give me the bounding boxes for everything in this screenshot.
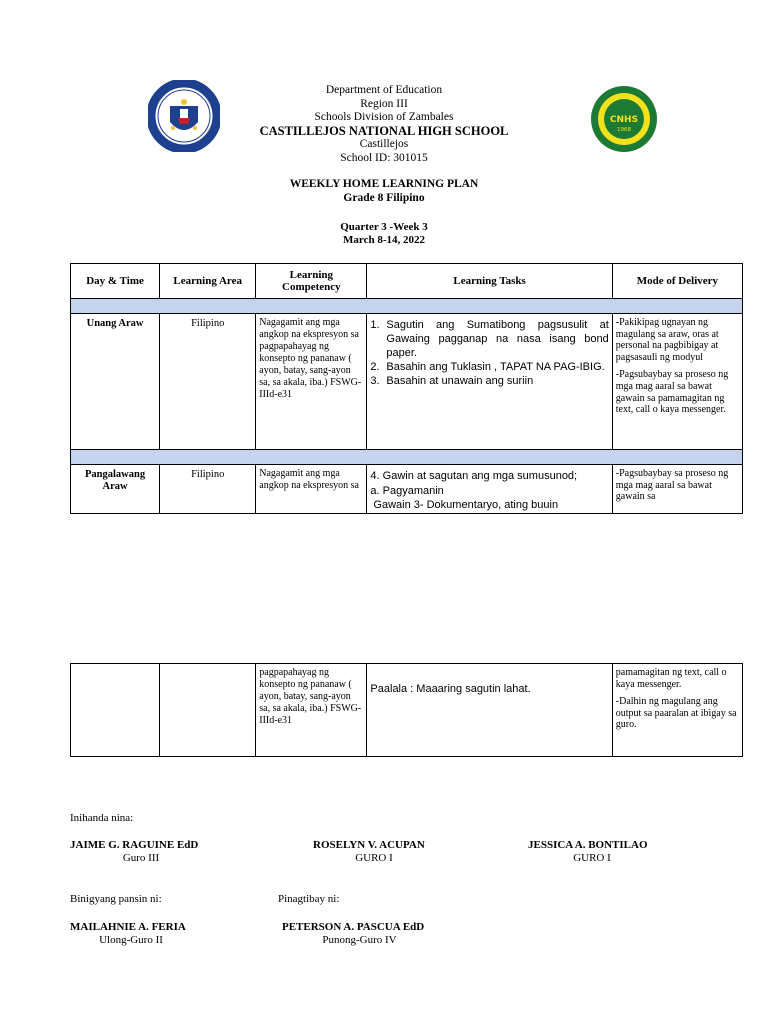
plan-title: WEEKLY HOME LEARNING PLAN — [289, 178, 479, 190]
signatory-block — [282, 921, 442, 947]
tasks-cell — [367, 465, 612, 514]
department-line: Department of Education — [325, 84, 443, 96]
signatory-name: ROSELYN V. ACUPAN — [313, 839, 425, 851]
plan-subtitle: Grade 8 Filipino — [343, 191, 425, 204]
competency-cell: Nagagamit ang mga angkop na ekspresyon sa pagpapahayag ng konsepto ng pananaw ( ayon, batay, sang-ayon sa, sa akala, iba.) FSWG-IIId-e31 — [256, 314, 367, 450]
task-item: 1. Sagutin ang Sumatibong pagsusulit at Gawaing pagganap na nasa isang bond paper. — [370, 319, 609, 359]
signatory-block — [528, 839, 663, 865]
band-row — [71, 299, 743, 314]
signatory-name: JESSICA A. BONTILAO — [528, 839, 648, 851]
signatory-name: JAIME G. RAGUINE EdD — [70, 839, 199, 851]
competency-cell: pagpapahayag ng konsepto ng pananaw ( ayon, batay, sang-ayon sa, sa akala, iba.) FSWG-IIId-e31 — [256, 664, 367, 757]
competency-cell: Nagagamit ang mga angkop na ekspresyon sa — [256, 465, 367, 514]
day-cell — [71, 664, 160, 757]
task-line: 4. Gawin at sagutan ang mga sumusunod; — [370, 470, 578, 482]
quarter-week: Quarter 3 -Week 3 — [340, 221, 428, 233]
signatory-position: Punong-Guro IV — [322, 934, 397, 946]
signatory-position: GURO I — [355, 852, 393, 864]
svg-text:CNHS: CNHS — [609, 115, 639, 125]
table-header-row — [71, 264, 743, 299]
approved-by-label: Pinagtibay ni: — [278, 893, 340, 905]
document-header — [0, 84, 768, 165]
division-line: Schools Division of Zambales — [314, 111, 454, 123]
signatory-block — [70, 921, 200, 947]
signatory-position: Guro III — [122, 852, 160, 864]
date-range: March 8-14, 2022 — [343, 234, 425, 246]
task-line: a. Pagyamanin — [370, 484, 444, 497]
quarter-block — [0, 221, 768, 247]
header-day-time: Day & Time — [71, 264, 160, 299]
mode-cell — [612, 664, 742, 757]
area-cell — [160, 664, 256, 757]
town-line: Castillejos — [359, 138, 409, 150]
noted-by-label: Binigyang pansin ni: — [70, 893, 162, 905]
svg-text:1968: 1968 — [617, 127, 631, 133]
school-id-line: School ID: 301015 — [340, 151, 428, 164]
task-line: Gawain 3- Dokumentaryo, ating buuin — [373, 499, 559, 511]
mode-item: -Pagsubaybay sa proseso ng mga mag aaral sa bawat gawain sa pamamagitan ng text, call o kaya messenger. — [615, 369, 729, 416]
day-cell: Unang Araw — [71, 314, 160, 450]
header-learning-area: Learning Area — [160, 264, 256, 299]
tasks-cell — [367, 314, 612, 450]
signatory-block — [313, 839, 443, 865]
header-learning-tasks: Learning Tasks — [367, 264, 612, 299]
region-line: Region III — [360, 97, 408, 110]
header-learning-competency: Learning Competency — [256, 264, 367, 299]
task-item: 2. Basahin ang Tuklasin , TAPAT NA PAG-IBIG. — [370, 361, 605, 373]
header-mode-of-delivery: Mode of Delivery — [612, 264, 742, 299]
mode-item: pamamagitan ng text, call o kaya messenger. — [615, 667, 727, 690]
area-cell: Filipino — [160, 314, 256, 450]
mode-cell — [612, 314, 742, 450]
table-row — [71, 314, 743, 450]
area-cell: Filipino — [160, 465, 256, 514]
signatory-position: GURO I — [573, 852, 611, 864]
task-note: Paalala : Maaaring sagutin lahat. — [370, 683, 531, 695]
learning-plan-table-continued — [70, 663, 743, 757]
table-row — [71, 465, 743, 514]
task-item: 3. Basahin at unawain ang suriin — [370, 375, 534, 387]
signatory-block — [70, 839, 210, 865]
school-name: CASTILLEJOS NATIONAL HIGH SCHOOL — [259, 123, 509, 138]
signatory-position: Ulong-Guro II — [99, 934, 163, 946]
tasks-cell — [367, 664, 612, 757]
mode-cell: -Pagsubaybay sa proseso ng mga mag aaral sa bawat gawain sa — [612, 465, 742, 514]
prepared-by-label: Inihanda nina: — [70, 812, 134, 824]
day-cell: Pangalawang Araw — [71, 465, 160, 514]
table-row — [71, 664, 743, 757]
plan-title-block — [0, 178, 768, 205]
band-row — [71, 450, 743, 465]
signatory-name: PETERSON A. PASCUA EdD — [282, 921, 425, 933]
mode-item: -Dalhin ng magulang ang output sa paaralan at ibigay sa guro. — [615, 696, 737, 731]
mode-item: -Pakikipag ugnayan ng magulang sa araw, oras at personal na pagbibigay at pagsasauli ng modyul — [615, 317, 719, 363]
learning-plan-table — [70, 263, 743, 514]
signatory-name: MAILAHNIE A. FERIA — [70, 921, 186, 933]
